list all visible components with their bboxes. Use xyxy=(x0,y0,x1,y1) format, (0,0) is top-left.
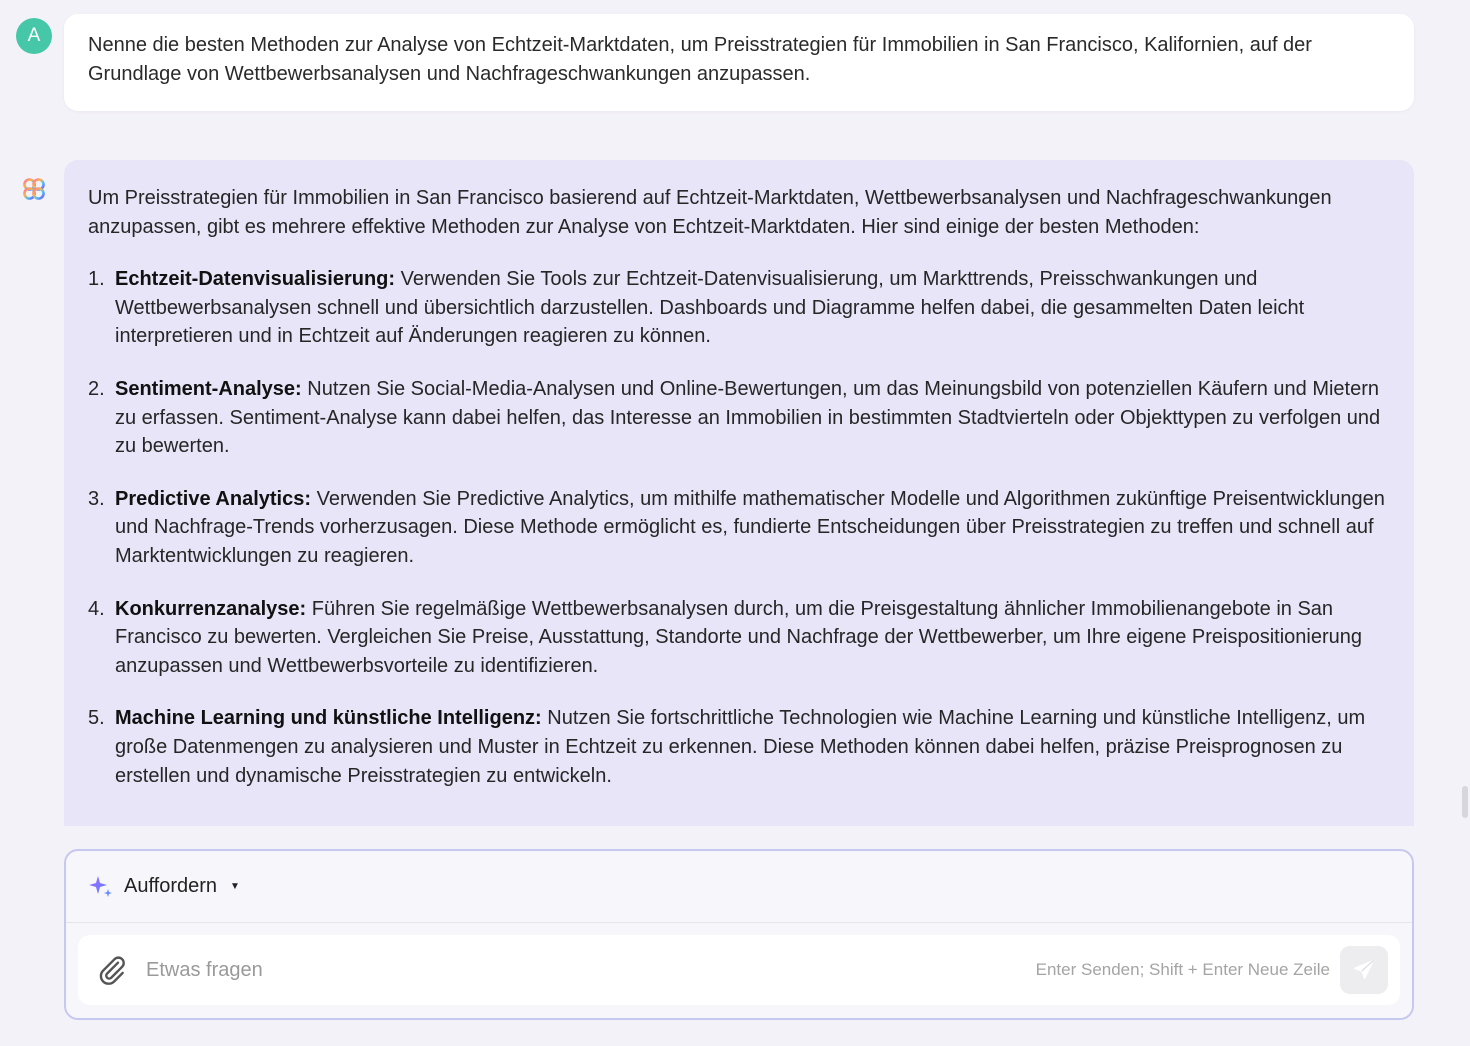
answer-list xyxy=(88,265,1390,790)
avatar-initial: A xyxy=(27,25,41,46)
list-item-text: Führen Sie regelmäßige Wettbewerbsanalysen durch, um die Preisgestaltung ähnlicher Immobilienangebote in San Francisco zu bewerten. Vergleichen Sie Preise, Ausstattung, Standorte und Nachfrage der Wettbewerber, um Ihre eigene Preispositionierung anzupassen und Wettbewerbsvorteile zu identifizieren. xyxy=(115,597,1363,677)
assistant-logo-icon xyxy=(21,176,47,202)
scrollbar-thumb[interactable] xyxy=(1462,786,1468,818)
message-input[interactable] xyxy=(146,959,846,982)
list-item-title: Konkurrenzanalyse: xyxy=(115,597,307,620)
caret-down-icon: ▼ xyxy=(230,881,240,892)
list-item-title: Sentiment-Analyse: xyxy=(115,377,302,400)
mode-label: Auffordern xyxy=(124,875,218,897)
message-input-box xyxy=(78,935,1400,1005)
list-item xyxy=(88,375,1390,461)
send-button[interactable] xyxy=(1340,946,1388,994)
list-item-text: Nutzen Sie Social-Media-Analysen und Online-Bewertungen, um das Meinungsbild von potenziellen Käufern und Mietern zu erfassen. Sentiment-Analyse kann dabei helfen, das Interesse an Immobilien in bestimmten Stadtvierteln oder Objekttypen zu verfolgen und zu bewerten. xyxy=(115,377,1381,458)
list-item-number: 2. xyxy=(88,377,105,400)
list-item-text: Nutzen Sie fortschrittliche Technologien wie Machine Learning und künstliche Intelligenz, um große Datenmengen zu analysieren und Muster in Echtzeit zu erkennen. Diese Methoden können dabei helfen, präzise Preisprognosen zu erstellen und dynamische Preisstrategien zu entwickeln. xyxy=(115,707,1366,787)
sparkle-icon xyxy=(88,874,114,900)
list-item xyxy=(88,704,1390,790)
assistant-intro: Um Preisstrategien für Immobilien in San Francisco basierend auf Echtzeit-Marktdaten, Wettbewerbsanalysen und Nachfrageschwankungen anzupassen, gibt es mehrere effektive Methoden zur Analyse von Echtzeit-Marktdaten. Hier sind einige der besten Methoden: xyxy=(88,187,1332,238)
list-item-title: Predictive Analytics: xyxy=(115,487,312,510)
assistant-message xyxy=(64,160,1414,826)
list-item-number: 1. xyxy=(88,268,105,291)
list-item xyxy=(88,265,1390,351)
list-item-title: Echtzeit-Datenvisualisierung: xyxy=(115,268,396,291)
keyboard-hint: Enter Senden; Shift + Enter Neue Zeile xyxy=(1035,960,1330,979)
list-item-title: Machine Learning und künstliche Intelligenz: xyxy=(115,707,542,730)
send-icon xyxy=(1351,957,1377,983)
list-item-number: 4. xyxy=(88,597,105,620)
list-item xyxy=(88,595,1390,681)
list-item xyxy=(88,485,1390,571)
user-message xyxy=(64,14,1414,111)
list-item-number: 5. xyxy=(88,707,105,730)
user-message-text: Nenne die besten Methoden zur Analyse von Echtzeit-Marktdaten, um Preisstrategien für Immobilien in San Francisco, Kalifornien, auf der Grundlage von Wettbewerbsanalysen und Nachfrageschwankungen anzupassen. xyxy=(88,34,1312,85)
user-avatar xyxy=(16,18,52,54)
list-item-text: Verwenden Sie Tools zur Echtzeit-Datenvisualisierung, um Markttrends, Preisschwankungen und Wettbewerbsanalysen schnell und übersichtlich darzustellen. Dashboards und Diagramme helfen dabei, die gesammelten Daten leicht interpretieren und in Echtzeit auf Änderungen reagieren zu können. xyxy=(115,268,1305,348)
paperclip-icon[interactable] xyxy=(96,954,128,986)
list-item-text: Verwenden Sie Predictive Analytics, um mithilfe mathematischer Modelle und Algorithmen zukünftige Preisentwicklungen und Nachfrage-Trends vorherzusagen. Diese Methode ermöglicht es, fundierte Entscheidungen über Preisstrategien zu treffen und schnell auf Marktentwicklungen zu reagieren. xyxy=(115,487,1385,567)
mode-selector[interactable] xyxy=(66,851,1412,923)
composer xyxy=(64,849,1414,1020)
list-item-number: 3. xyxy=(88,487,105,510)
